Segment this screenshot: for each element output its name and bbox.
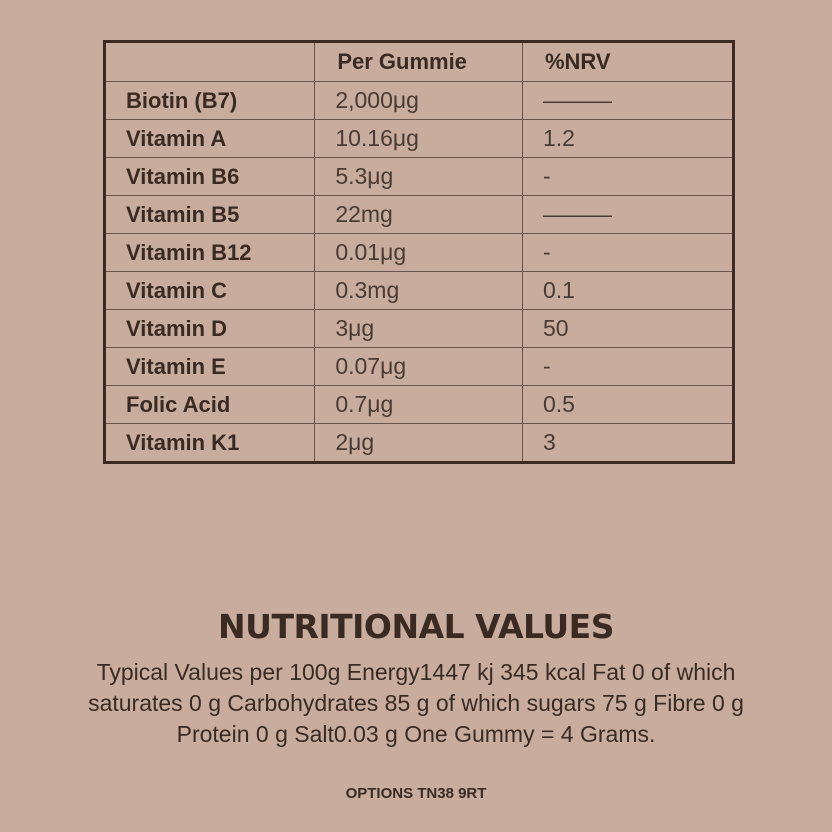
table-row [105,348,734,386]
nutrient-nrv: 50 [522,310,733,348]
nutritional-values-footer: OPTIONS TN38 9RT [345,785,487,802]
nutrient-amount: 0.01μg [315,234,523,272]
nutrition-table [103,40,735,464]
nutrient-nrv: - [522,234,733,272]
table-row [105,120,734,158]
nutrient-nrv: 3 [522,424,733,463]
nutrient-nrv: - [522,158,733,196]
table-row [105,424,734,463]
table-row [105,272,734,310]
nutrient-nrv: 0.5 [522,386,733,424]
nutrient-name: Vitamin B12 [105,234,315,272]
header-nrv: %NRV [522,42,733,82]
table-row [105,386,734,424]
nutritional-values-text: Typical Values per 100g Energy1447 kj 345 kcal Fat 0 of which saturates 0 g Carbohydrates 85 g of which sugars 75 g Fibre 0 g Protein 0 g Salt0.03 g One Gummy = 4 Grams. [88,659,744,747]
table-row [105,158,734,196]
nutrient-amount: 0.07μg [315,348,523,386]
nutrient-name: Vitamin E [105,348,315,386]
nutrient-name: Vitamin B6 [105,158,315,196]
nutrient-name: Folic Acid [105,386,315,424]
table-row [105,310,734,348]
nutrient-nrv: - [522,348,733,386]
nutrient-amount: 0.3mg [315,272,523,310]
nutrient-nrv: ——— [522,82,733,120]
nutrient-name: Vitamin D [105,310,315,348]
table-row [105,196,734,234]
table-row [105,234,734,272]
nutrient-nrv: ——— [522,196,733,234]
nutrient-amount: 3μg [315,310,523,348]
header-nutrient [105,42,315,82]
nutrient-amount: 10.16μg [315,120,523,158]
table-body [105,82,734,463]
nutrient-amount: 2,000μg [315,82,523,120]
nutrient-amount: 22mg [315,196,523,234]
nutrient-name: Biotin (B7) [105,82,315,120]
nutrient-amount: 2μg [315,424,523,463]
nutrient-nrv: 1.2 [522,120,733,158]
nutrient-name: Vitamin B5 [105,196,315,234]
nutrient-name: Vitamin K1 [105,424,315,463]
table-row [105,82,734,120]
nutrient-name: Vitamin C [105,272,315,310]
nutrient-amount: 0.7μg [315,386,523,424]
nutrient-amount: 5.3μg [315,158,523,196]
header-per-gummie: Per Gummie [315,42,523,82]
nutrient-name: Vitamin A [105,120,315,158]
table-header-row [105,42,734,82]
nutritional-values-title: NUTRITIONAL VALUES [218,607,614,646]
nutrient-nrv: 0.1 [522,272,733,310]
